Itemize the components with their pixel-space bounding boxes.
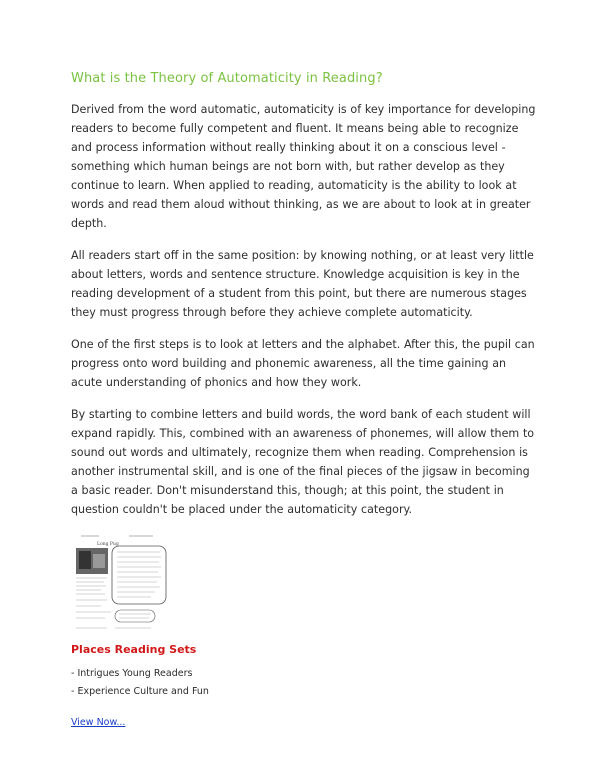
promo-bullet-2: - Experience Culture and Fun [71,686,209,697]
article-paragraph-4: By starting to combine letters and build words, the word bank of each student will expand rapidly. This, combined with an awareness of phonemes, will allow them to sound out words and ultimately, recognize them when reading. Comprehension is another instrumental skill, and is one of the final pieces of the jigsaw in becoming a basic reader. Don't misunderstand this, though; at this point, the student in question couldn't be placed under the automaticity category. [71,408,535,516]
view-now-link[interactable]: View Now... [71,717,126,728]
thumbnail-heading: Long Pug [97,542,119,547]
promo-bullet-1: - Intrigues Young Readers [71,668,193,679]
worksheet-thumbnail[interactable] [71,532,169,638]
article-paragraph-1: Derived from the word automatic, automaticity is of key importance for developing readers to become fully competent and fluent. It means being able to recognize and process information without really thinking about it on a conscious level - something which human beings are not born with, but rather develop as they continue to learn. When applied to reading, automaticity is the ability to look at words and read them aloud without thinking, as we are about to look at in greater depth. [71,103,536,230]
promo-title: Places Reading Sets [71,643,197,656]
worksheet-thumbnail-image [71,532,169,638]
article-paragraph-2: All readers start off in the same position: by knowing nothing, or at least very little about letters, words and sentence structure. Knowledge acquisition is key in the reading development of a student from this point, but there are numerous stages they must progress through before they achieve complete automaticity. [71,249,534,319]
article-title: What is the Theory of Automaticity in Reading? [71,71,383,86]
article-paragraph-3: One of the first steps is to look at letters and the alphabet. After this, the pupil can progress onto word building and phonemic awareness, all the time gaining an acute understanding of phonics and how they work. [71,338,535,389]
